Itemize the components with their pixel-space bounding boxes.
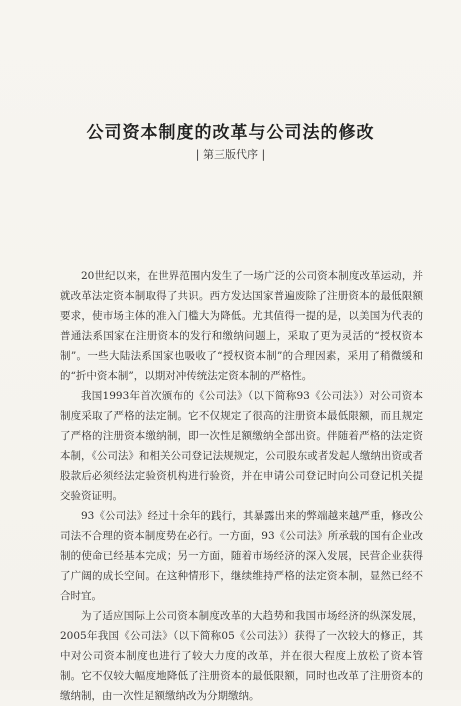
chapter-title: 公司资本制度的改革与公司法的修改 bbox=[86, 123, 375, 143]
body-text bbox=[60, 266, 423, 706]
paragraph: 为了适应国际上公司资本制度改革的大趋势和我国市场经济的纵深发展，2005年我国《公司法》（以下简称05《公司法》）获得了一次较大的修正，其中对公司资本制度也进行了较大力度的改革，并在很大程度上放松了资本管制。它不仅较大幅度地降低了注册资本的最低限额，同时也改革了注册资本的缴纳制，由一次性足额缴纳改为分期缴纳。 bbox=[60, 610, 423, 702]
chapter-subtitle: | 第三版代序 | bbox=[195, 148, 266, 161]
paragraph: 我国1993年首次颁布的《公司法》（以下简称93《公司法》）对公司资本制度采取了严格的法定制。它不仅规定了很高的注册资本最低限额，而且规定了严格的注册资本缴纳制，即一次性足额缴纳全部出资。伴随着严格的法定资本制，《公司法》和相关公司登记法规规定，公司股东或者发起人缴纳出资或者股款后必须经法定验资机构进行验资，并在申请公司登记时向公司登记机关提交验资证明。 bbox=[60, 390, 423, 502]
paragraph: 93《公司法》经过十余年的践行，其暴露出来的弊端越来越严重，修改公司法不合理的资本制度势在必行。一方面，93《公司法》所承载的国有企业改制的使命已经基本完成；另一方面，随着市场经济的深入发展，民营企业获得了广阔的成长空间。在这种情形下，继续维持严格的法定资本制，显然已经不合时宜。 bbox=[60, 510, 423, 602]
paragraph: 20世纪以来，在世界范围内发生了一场广泛的公司资本制度改革运动，并就改革法定资本制取得了共识。西方发达国家普遍废除了注册资本的最低限额要求，使市场主体的准入门槛大为降低。尤其值得一提的是，以美国为代表的普通法系国家在注册资本的发行和缴纳问题上，采取了更为灵活的“授权资本制”。一些大陆法系国家也吸收了“授权资本制”的合理因素，采用了稍微缓和的“折中资本制”，以期对冲传统法定资本制的严格性。 bbox=[60, 270, 423, 382]
